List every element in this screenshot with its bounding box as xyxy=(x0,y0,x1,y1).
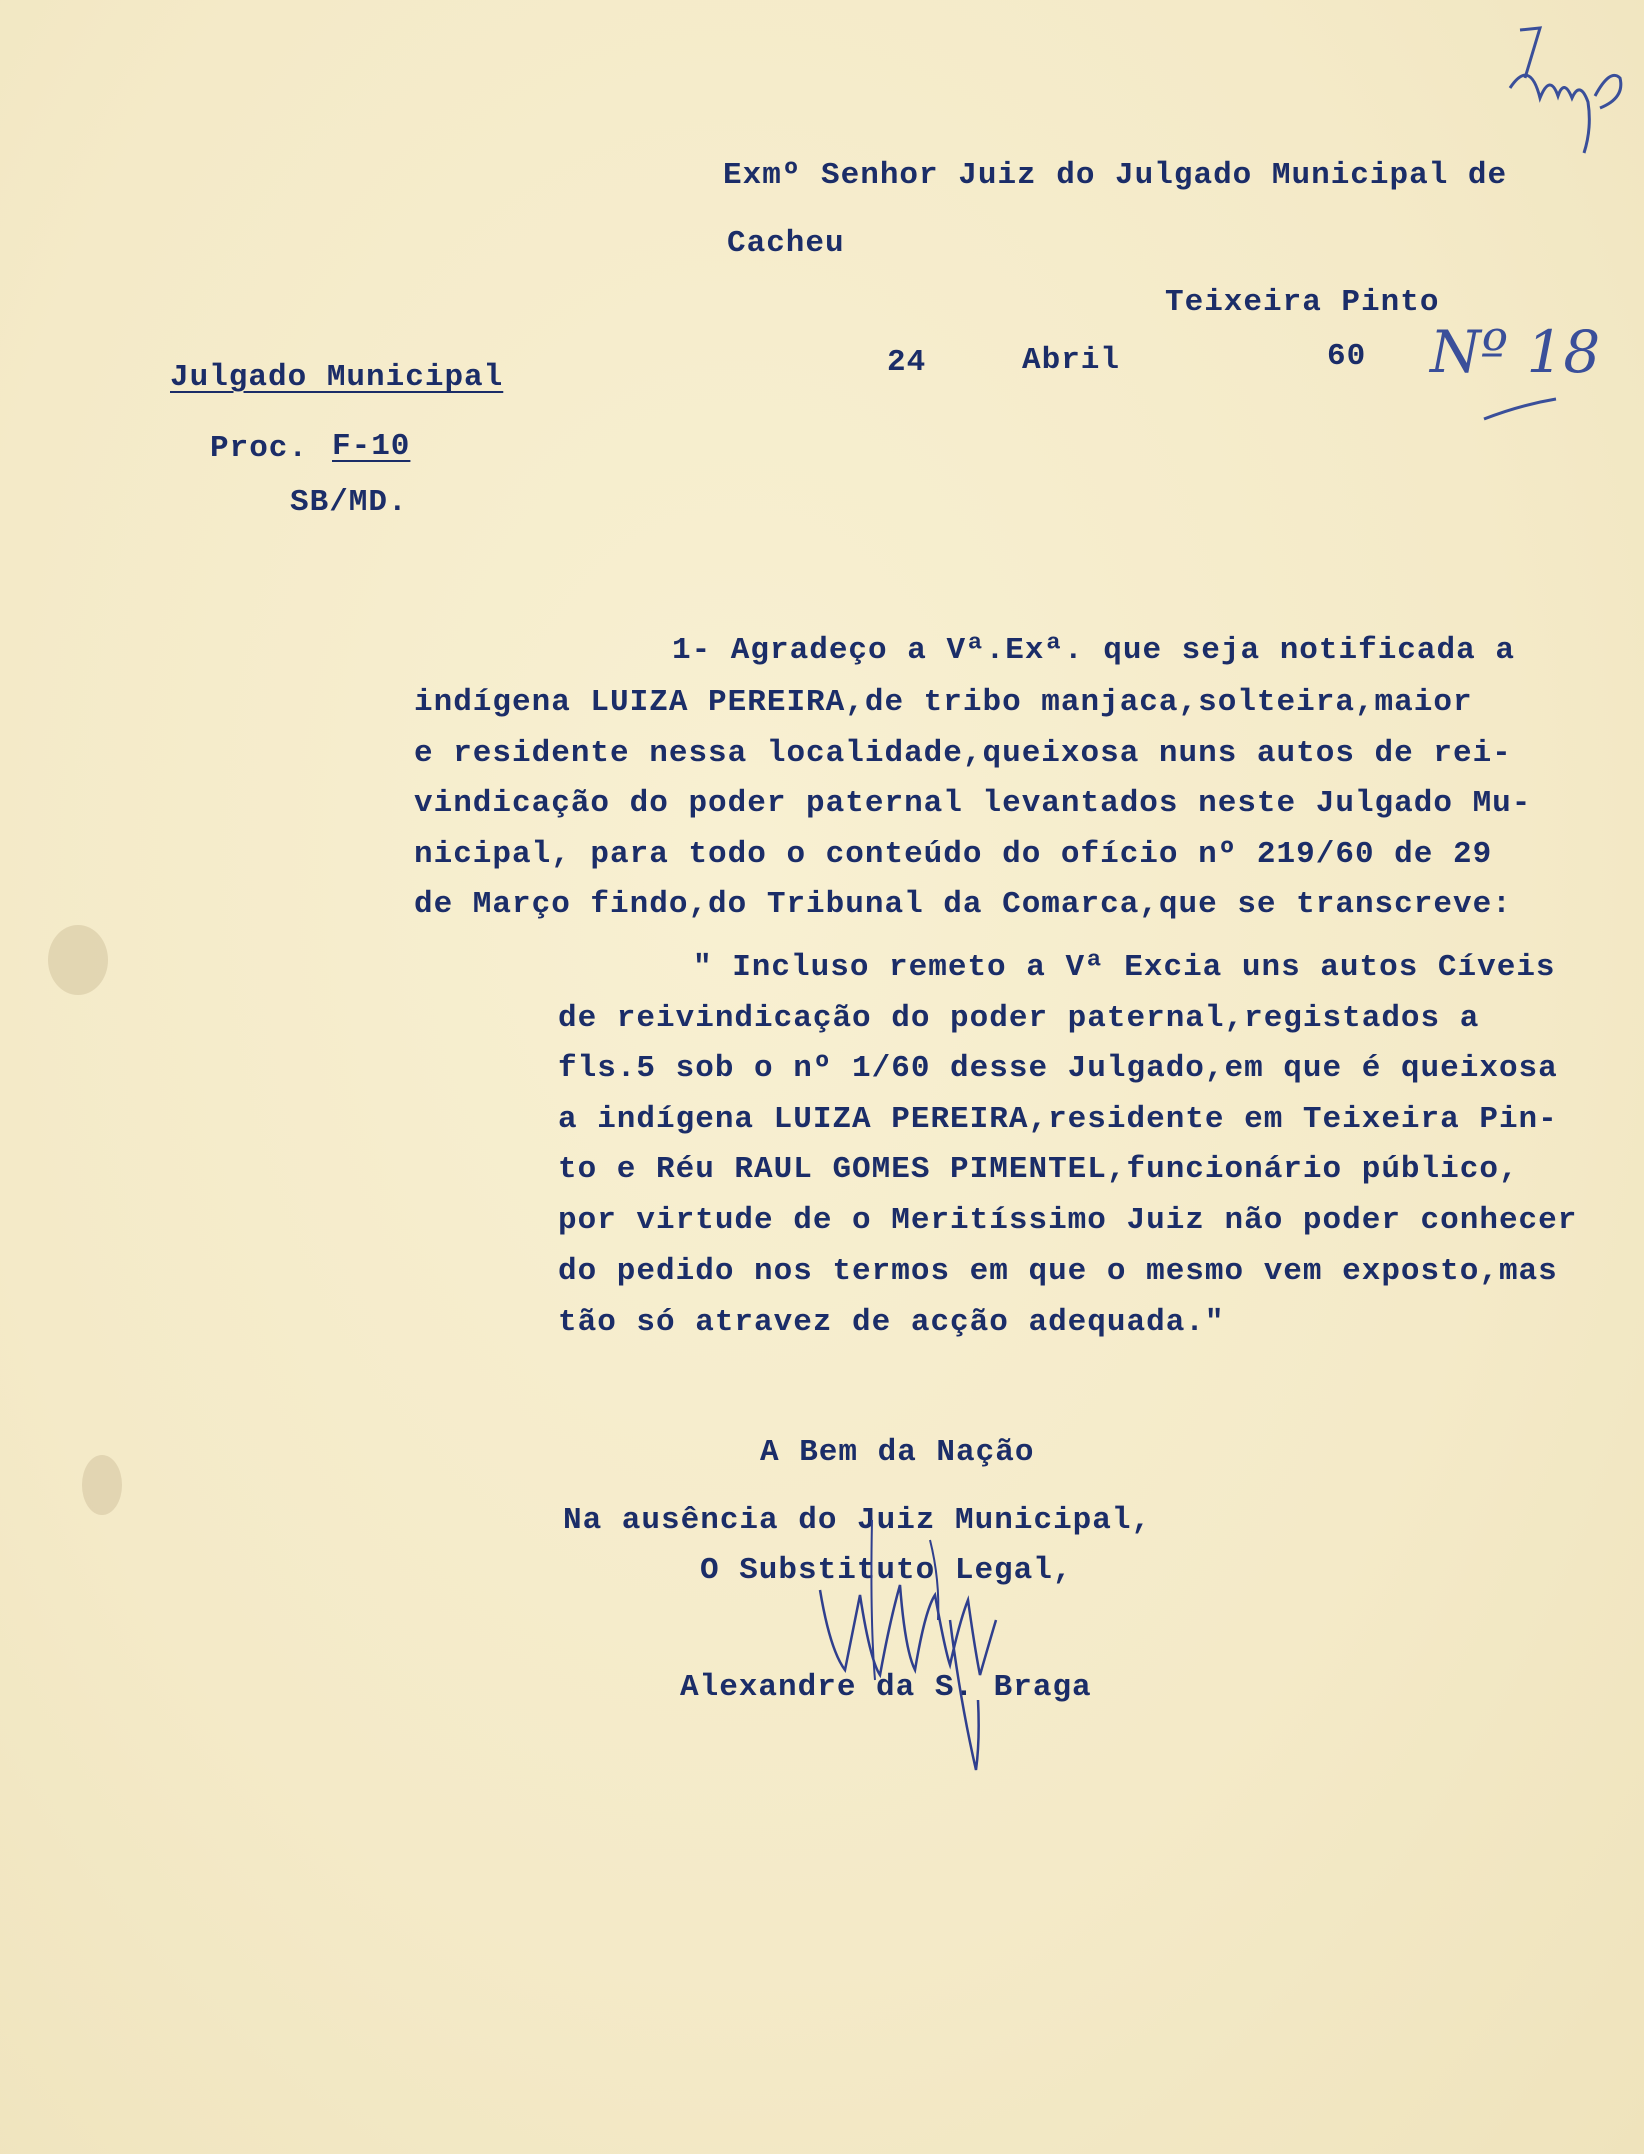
quote-line: tão só atravez de acção adequada." xyxy=(558,1305,1225,1340)
closing-line-1: Na ausência do Juiz Municipal, xyxy=(563,1503,1152,1538)
handwritten-underline xyxy=(1480,395,1560,425)
paper-stain xyxy=(82,1455,122,1515)
handwritten-folio-mark xyxy=(1500,18,1630,158)
quote-line: por virtude de o Meritíssimo Juiz não poder conhecer xyxy=(558,1203,1578,1238)
paragraph-line: nicipal, para todo o conteúdo do ofício nº 219/60 de 29 xyxy=(414,837,1493,872)
paragraph-line: vindicação do poder paternal levantados neste Julgado Mu- xyxy=(414,786,1532,821)
reference-initials: SB/MD. xyxy=(290,485,408,520)
proc-number: F-10 xyxy=(332,429,411,464)
paragraph-line: indígena LUIZA PEREIRA,de tribo manjaca,solteira,maior xyxy=(414,685,1473,720)
paragraph-line: 1- Agradeço a Vª.Exª. que seja notificada a xyxy=(672,633,1515,668)
signatory-name: Alexandre da S. Braga xyxy=(680,1670,1092,1705)
proc-label: Proc. xyxy=(210,431,309,466)
quote-line: " Incluso remeto a Vª Excia uns autos Cíveis xyxy=(693,950,1556,985)
recipient-line-2: Cacheu xyxy=(727,226,845,261)
handwritten-signature xyxy=(800,1500,1030,1780)
paper-stain xyxy=(48,925,108,995)
date-year: 60 xyxy=(1327,339,1367,374)
recipient-line-1: Exmº Senhor Juiz do Julgado Municipal de xyxy=(723,158,1508,193)
quote-line: fls.5 sob o nº 1/60 desse Julgado,em que é queixosa xyxy=(558,1051,1558,1086)
office-name: Julgado Municipal xyxy=(170,360,504,395)
quote-line: do pedido nos termos em que o mesmo vem exposto,mas xyxy=(558,1254,1558,1289)
paragraph-line: e residente nessa localidade,queixosa nuns autos de rei- xyxy=(414,736,1512,771)
closing-line-2: O Substituto Legal, xyxy=(700,1553,1073,1588)
date-month: Abril xyxy=(1022,343,1121,378)
date-day: 24 xyxy=(887,345,927,380)
quote-line: a indígena LUIZA PEREIRA,residente em Teixeira Pin- xyxy=(558,1102,1558,1137)
place-name: Teixeira Pinto xyxy=(1165,285,1440,320)
closing-salutation: A Bem da Nação xyxy=(760,1435,1035,1470)
handwritten-number: Nº 18 xyxy=(1430,318,1601,386)
quote-line: de reivindicação do poder paternal,registados a xyxy=(558,1001,1480,1036)
quote-line: to e Réu RAUL GOMES PIMENTEL,funcionário público, xyxy=(558,1152,1519,1187)
paragraph-line: de Março findo,do Tribunal da Comarca,que se transcreve: xyxy=(414,887,1512,922)
